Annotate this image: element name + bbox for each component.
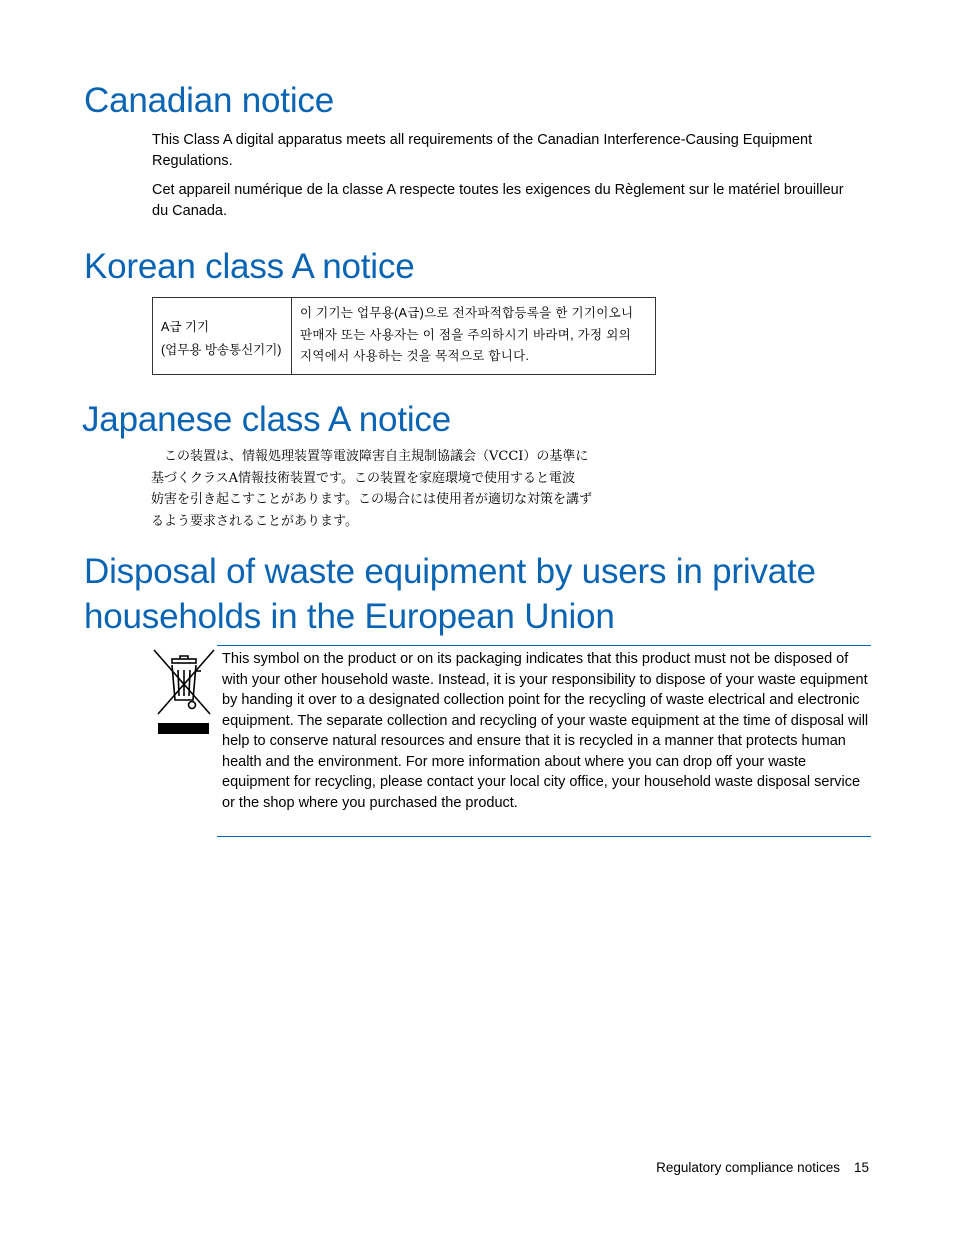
canadian-notice-english: This Class A digital apparatus meets all requirements of the Canadian Interference-Causing Equipment Regulations. xyxy=(152,132,813,169)
japanese-notice-heading: Japanese class A notice xyxy=(82,400,451,439)
japanese-notice-line-1: この装置は、情報処理装置等電波障害自主規制協議会（VCCI）の基準に xyxy=(164,449,589,464)
canadian-notice-heading: Canadian notice xyxy=(84,81,334,120)
korean-notice-line-3: 지역에서 사용하는 것을 목적으로 합니다. xyxy=(300,349,530,363)
japanese-notice-line-2: 基づくクラスA情報技術装置です。この装置を家庭環境で使用すると電波 xyxy=(151,470,575,486)
footer-section-label: Regulatory compliance notices xyxy=(656,1160,840,1175)
korean-notice-text-cell xyxy=(292,298,655,374)
korean-notice-class-cell xyxy=(153,298,292,374)
canadian-notice-french: Cet appareil numérique de la classe A respecte toutes les exigences du Règlement sur le matériel brouilleur du Canada. xyxy=(152,182,844,219)
korean-notice-heading: Korean class A notice xyxy=(84,247,415,286)
page-footer xyxy=(656,1158,869,1178)
korean-notice-line-2: 판매자 또는 사용자는 이 점을 주의하시기 바라며, 가정 외의 xyxy=(300,327,631,342)
page-number: 15 xyxy=(853,1160,869,1175)
korean-notice-table xyxy=(152,297,656,375)
japanese-notice-line-3: 妨害を引き起こすことがあります。この場合には使用者が適切な対策を講ず xyxy=(151,492,592,507)
korean-notice-line-1: 이 기기는 업무용(A급)으로 전자파적합등록을 한 기기이오니 xyxy=(300,306,634,320)
japanese-notice-text xyxy=(151,446,636,532)
korean-class-description: (업무용 방송통신기기) xyxy=(161,343,282,357)
crossed-out-wheeled-bin-icon xyxy=(152,648,216,736)
disposal-heading-line-1: Disposal of waste equipment by users in private xyxy=(84,552,816,591)
disposal-notice-text: This symbol on the product or on its packaging indicates that this product must not be disposed of with your other household waste. Instead, it is your responsibility to dispose of your waste equipment by handing it over to a designated collection point for the recycling of waste electrical and electronic equipment. The separate collection and recycling of your waste equipment at the time of disposal will help to conserve natural resources and ensure that it is recycled in a manner that protects human health and the environment. For more information about where you can drop off your waste equipment for recycling, please contact your local city office, your household waste disposal service or the shop where you purchased the product. xyxy=(222,651,869,811)
disposal-heading-line-2: households in the European Union xyxy=(84,597,615,636)
japanese-notice-line-4: るよう要求されることがあります。 xyxy=(151,513,358,529)
korean-class-line: A급 기기 xyxy=(161,320,210,334)
